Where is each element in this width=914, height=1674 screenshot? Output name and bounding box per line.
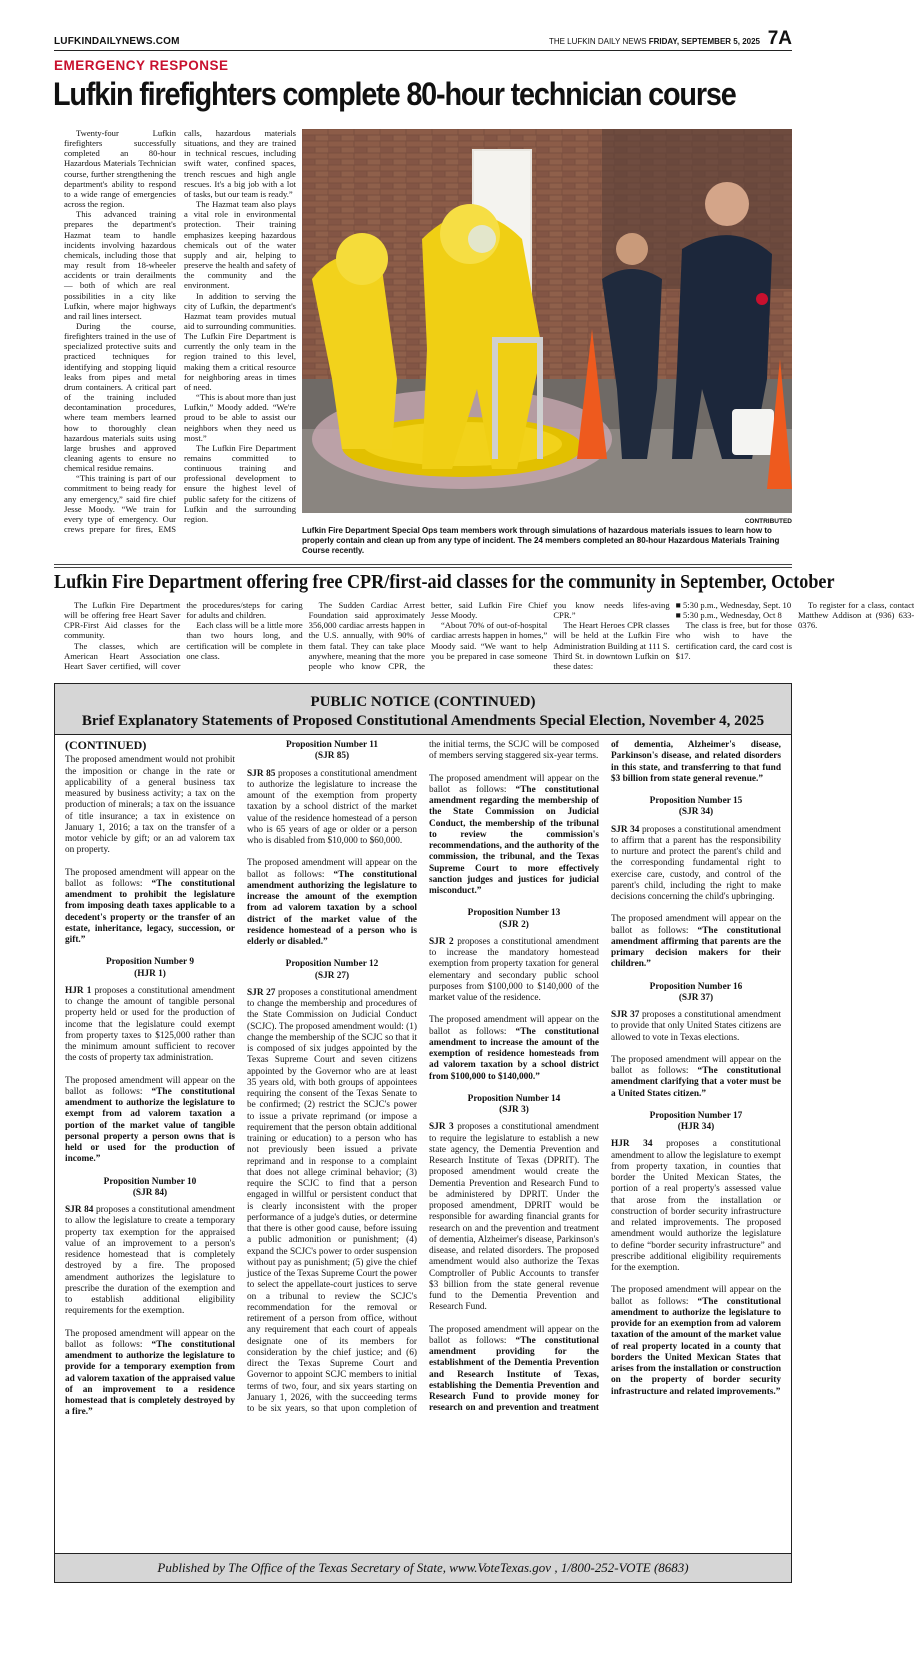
paragraph: “This training is part of our commitment to being ready for any emergency,” said fire chief Jesse Moody. “We train for every type of emergency. Our crews prepare for fires, EMS calls, hazardous materials situations, and they are trained in technical rescues, including swift water, confined spaces, trench rescues and high angle rescues. It's a big job with a lot of tasks, but our team is ready.”: [64, 128, 296, 535]
proposition-heading: Proposition Number 11 (SJR 85): [285, 740, 379, 762]
site-name[interactable]: LUFKINDAILYNEWS.COM: [54, 36, 180, 47]
proposition-text: HJR 34 proposes a constitutional amendment to allow the legislature to exempt from property taxation, in counties that border the United Mexican States, the portion of a real property's assessed value that arose from the installation or construction of border security infrastructure and related improvements. The proposed amendment would authorize the legislature to define “border security infrastructure” and prescribe additional eligibility requirements for the exemption.: [611, 1139, 782, 1273]
proposition-heading: Proposition Number 14 (SJR 3): [467, 1093, 561, 1115]
ballot-language: The proposed amendment will appear on the ballot as follows: “The constitutional amendment to increase the amount of the exemption of residence homesteads from ad valorem taxation by a school district from $100,000 to $140,000.”: [429, 1015, 599, 1082]
notice-title: PUBLIC NOTICE (CONTINUED): [310, 694, 536, 710]
article-headline: Lufkin firefighters complete 80-hour technician course: [53, 76, 736, 112]
paragraph: This advanced training prepares the department's Hazmat team to handle incidents involving hazardous chemicals, including those that may result from 18-wheeler accidents or train derailments — both of which are real possibilities in a city like Lufkin, where major highways and rail lines intersect.: [64, 209, 176, 321]
ballot-language: The proposed amendment will appear on the ballot as follows: “The constitutional amendment to authorize the legislature to provide for an exemption from ad valorem taxation of the amount of the market value of real property located in a county that borders the United Mexican States that arises from the installation or construction on the property of border security infrastructure and related improvements.”: [611, 1285, 781, 1397]
paragraph: Twenty-four Lufkin firefighters successfully completed an 80-hour Hazardous Materials Technician course, further strengthening the department's ability to respond to a wide range of emergencies across the region.: [64, 128, 176, 210]
proposition-text: SJR 2 proposes a constitutional amendment to increase the mandatory homestead exemption from property taxation for general elementary and secondary public school purposes from $100,000 to $140,000 of the market value of the residence.: [429, 936, 599, 1003]
paragraph: During the course, firefighters trained in the use of specialized protective suits and practiced techniques for identifying and stopping liquid leaks from pipes and metal drum containers. A critical part of the training included decontamination procedures, where team members learned how to thoroughly clean hazardous materials suits using large brushes and approved cleaning agents to ensure no chemical residue remains.: [64, 320, 176, 474]
proposition-heading: Proposition Number 16 (SJR 37): [649, 981, 743, 1003]
dateline: THE LUFKIN DAILY NEWS FRIDAY, SEPTEMBER 5, 2025: [548, 37, 760, 46]
masthead-bar: [54, 28, 792, 51]
proposition-text: HJR 1 proposes a constitutional amendment to change the amount of tangible personal property held or used for the production of income that the legislature could exempt from property taxes to $125,000 rather than the minimum amount sufficient to recover the costs of property tax administration.: [65, 985, 235, 1064]
proposition-heading: Proposition Number 9 (HJR 1): [106, 957, 194, 979]
notice-footer: Published by The Office of the Texas Secretary of State, www.VoteTexas.gov , 1/800-252-VOTE (8683): [55, 1553, 791, 1582]
hazmat-training-photo: [302, 129, 792, 513]
ballot-language: The proposed amendment will appear on the ballot as follows: “The constitutional amendment clarifying that a voter must be a United States citizen.”: [611, 1054, 781, 1099]
proposition-heading: Proposition Number 13 (SJR 2): [467, 908, 561, 930]
paragraph: The classes, which are American Heart Association Heart Saver certified, will cover the procedures/steps for caring for adults and children.: [64, 600, 303, 671]
proposition-heading: Proposition Number 15 (SJR 34): [649, 796, 743, 818]
proposition-text: SJR 37 proposes a constitutional amendment to provide that only United States citizens are allowed to vote in Texas elections.: [611, 1010, 781, 1043]
article-body: [64, 128, 296, 560]
schedule-item: ■ 5:30 p.m., Wednesday, Oct 8: [675, 610, 782, 621]
page-number: 7A: [767, 28, 792, 49]
notice-subtitle: Brief Explanatory Statements of Proposed Constitutional Amendments Special Election, November 4, 2025: [81, 713, 765, 729]
proposition-heading: Proposition Number 12 (SJR 27): [285, 959, 379, 981]
proposition-text: SJR 84 proposes a constitutional amendment to allow the legislature to create a temporary property tax exemption for the appraised value of an improvement to a person's residence homestead that is completely destroyed by a fire. The proposed amendment authorizes the legislature to prescribe the duration of the exemption and to establish additional eligibility requirements for the exemption.: [65, 1205, 235, 1317]
paragraph: In addition to serving the city of Lufkin, the department's Hazmat team provides mutual aid to surrounding communities. The Lufkin Fire Department is currently the only team in the region trained to this level, making them a critical resource for neighboring areas in times of need.: [184, 290, 296, 392]
photo-credit: CONTRIBUTED: [744, 518, 792, 525]
photo-caption: Lufkin Fire Department Special Ops team members work through simulations of hazardous materials issues to learn how to properly contain and clean up from any type of incident. The 24 members completed an 80-hour Hazardous Materials Training Course recently.: [302, 526, 780, 555]
public-notice: [54, 683, 792, 1583]
proposition-heading: Proposition Number 17 (HJR 34): [649, 1110, 743, 1132]
paragraph: “About 70% of out-of-hospital cardiac arrests happen in homes,” Moody said. “We want to help you be prepared in case someone you know needs lifes-aving CPR.”: [430, 600, 670, 661]
proposition-heading: Proposition Number 10 (SJR 84): [103, 1176, 197, 1198]
ballot-language: The proposed amendment will appear on the ballot as follows: “The constitutional amendment to prohibit the legislature from imposing death taxes applicable to a decedent's property or the transfer of an estate, inheritance, legacy, succession, or gift.”: [65, 867, 235, 945]
article2-headline: Lufkin Fire Department offering free CPR/first-aid classes for the community in September, October: [54, 572, 835, 593]
paragraph: The Sudden Cardiac Arrest Foundation said approximately 356,000 cardiac arrests happen in the U.S. annually, with 90% of them fatal. They can take place anywhere, meaning that the more people who know CPR, the better, said Lufkin Fire Chief Jesse Moody.: [308, 600, 548, 671]
schedule-item: ■ 5:30 p.m., Wednesday, Sept. 10: [675, 600, 792, 610]
continued-label: (CONTINUED): [65, 738, 147, 752]
proposition-text: SJR 3 proposes a constitutional amendment to require the legislature to establish a new state agency, the Dementia Prevention and Research Institute of Texas (DPRIT). The proposed amendment would create the Dementia Prevention and Research Fund to be administered by DPRIT. Under the proposed amendment, DPRIT would be responsible for awarding financial grants for research on and the prevention and treatment of dementia, Alzheimer's disease, Parkinson's disease, and related disorders. The proposed amendment would also authorize the Texas Comptroller of Public Accounts to transfer $3 billion from the state general revenue fund to the Dementia Prevention and Research Fund.: [429, 1122, 599, 1313]
ballot-language: The proposed amendment will appear on the ballot as follows: “The constitutional amendment to authorize the legislature to provide for a temporary exemption from ad valorem taxation of the appraised value of an improvement to a residence homestead that is completely destroyed by a fire.”: [65, 1328, 235, 1418]
paragraph: Each class will be a little more than two hours long, and certification will be complete in one class.: [186, 620, 303, 661]
ballot-language: The proposed amendment will appear on the ballot as follows: “The constitutional amendment regarding the membership of the State Commission on Judicial Conduct, the membership of the tribunal to review the commission's recommendations, and the authority of the commission, the tribunal, and the Texas Supreme Court to more effectively sanction judges and justices for judicial misconduct.”: [429, 773, 599, 896]
paragraph: To register for a class, contact Matthew Addison at (936) 633-0376.: [797, 600, 914, 631]
ballot-language: The proposed amendment will appear on the ballot as follows: “The constitutional amendment affirming that parents are the primary decision makers for their children.”: [611, 914, 781, 970]
paragraph: The Lufkin Fire Department will be offering free Heart Saver CPR-First Aid classes for the community.: [64, 600, 181, 641]
article2-body: [64, 600, 914, 674]
ballot-language: The proposed amendment will appear on the ballot as follows: “The constitutional amendment authorizing the legislature to increase the amount of the exemption from ad valorem taxation by a school district of the market value of the residence homestead of a person who is elderly or disabled.”: [247, 858, 417, 947]
section-label: EMERGENCY RESPONSE: [54, 58, 229, 73]
paragraph: The Lufkin Fire Department remains committed to continuous training and professional development to ensure the highest level of public safety for the citizens of Lufkin and the surrounding region.: [184, 442, 296, 524]
paragraph: The Heart Heroes CPR classes will be held at the Lufkin Fire Administration Building at 111 S. Third St. in downtown Lufkin on these dates:: [553, 620, 670, 671]
paragraph: “This is about more than just Lufkin,” Moody added. “We're proud to be able to assist our neighbors when they need us most.”: [184, 392, 296, 443]
notice-columns: [65, 740, 781, 1538]
divider: [54, 564, 792, 568]
paragraph: The Hazmat team also plays a vital role in environmental protection. Their training emphasizes keeping hazardous chemicals out of the water supply and air, helping to preserve the health and safety of the community and the environment.: [184, 199, 296, 291]
notice-header: [55, 684, 791, 735]
ballot-language: The proposed amendment will appear on the ballot as follows: “The constitutional amendment providing for the establishment of the Dementia Prevention and Research Institute of Texas, establishing the Dementia Prevention and Research Fund to provide money for research on and prevention and treatment of dementia, Alzheimer's disease, Parkinson's disease, and related disorders in this state, and transferring to that fund $3 billion from state general revenue.”: [429, 740, 781, 1414]
proposition-text: SJR 27 proposes a constitutional amendment to change the membership and procedures of the State Commission on Judicial Conduct (SCJC). The proposed amendment would: (1) change the membership of the SCJC so that it is composed of six judges appointed by the Texas Supreme Court and seven citizens appointed by the Governor who are at least 35 years old, with both groups of appointees requiring the consent of the Texas Senate to be confirmed; (2) restrict the SCJC's power to issue a private reprimand (or impose a requirement that the person obtain additional training or education) to a person who has not previously been issued a private reprimand and in response to a complaint that does not allege criminal behavior; (3) require the SCJC to find that a person engaged in willful or persistent conduct that is clearly inconsistent with the proper performance of a judge's duties, or determine that there is other good cause, before issuing a public admonition or punishment; (4) expand the SCJC's power to order suspension without pay as punishment; (5) give the chief justice of the Texas Supreme Court the power to select the appellate-court justices to serve on a tribunal to review the SCJC's recommendation for the removal or retirement of a person from office, without any requirement that each court of appeals designate one of its members for consideration by the chief justice; and (6) direct the Texas Supreme Court and Governor to appoint SCJC members to initial terms of two, four, and six years starting on January 1, 2026, with the succeeding terms to be six years, so that upon completion of the initial terms, the SCJC will be composed of members serving staggered six-year terms.: [247, 740, 599, 1414]
ballot-language: The proposed amendment will appear on the ballot as follows: “The constitutional amendment to authorize the legislature to exempt from ad valorem taxation a portion of the market value of tangible personal property a person owns that is held or used for the production of income.”: [65, 1075, 235, 1165]
proposition-text: SJR 85 proposes a constitutional amendment to authorize the legislature to increase the amount of the exemption from property taxation by a school district of the market value of the residence homestead of a person who is 65 years of age or older or a person who is disabled from $10,000 to $60,000.: [247, 768, 417, 846]
proposition-text: SJR 34 proposes a constitutional amendment to affirm that a parent has the responsibility to nurture and protect the parent's child and the corresponding fundamental right to exercise care, custody, and control of the parent's child, including the right to make decisions concerning the child's upbringing.: [611, 824, 781, 902]
paragraph: The class is free, but for those who wish to have the certification card, the card cost is $17.: [675, 620, 792, 661]
notice-paragraph: The proposed amendment would not prohibit the imposition or change in the rate or applicability of a general business tax measured by business activity; a tax on the production of minerals; a tax on the issuance of title insurance; a tax in existence on January 1, 2016; a tax on the transfer of a motor vehicle by gift; or an ad valorem tax on property.: [65, 755, 235, 856]
